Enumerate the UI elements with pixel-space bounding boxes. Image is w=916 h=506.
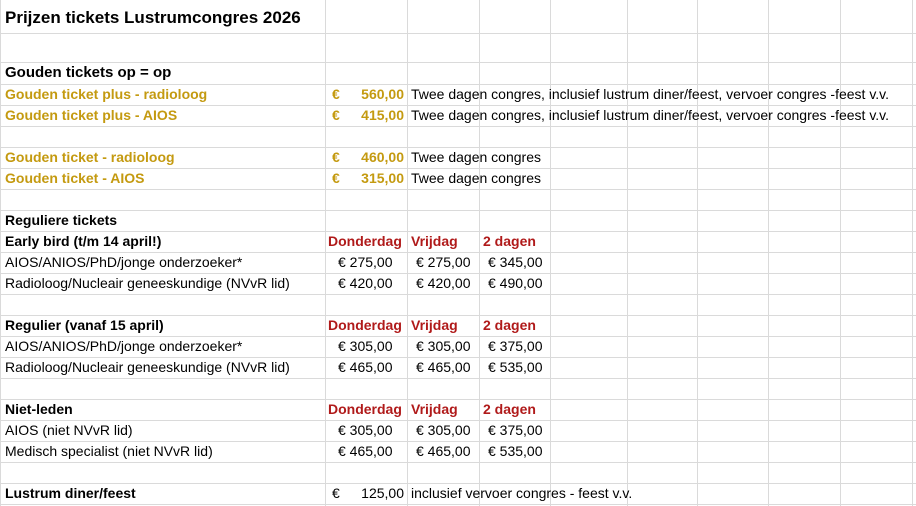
gold-ticket-amount[interactable]: 315,00 (361, 170, 404, 186)
gridline (0, 462, 916, 463)
gold-ticket-description[interactable]: Twee dagen congres (411, 149, 541, 165)
price-thursday[interactable]: € 305,00 (338, 338, 393, 354)
gold-header[interactable]: Gouden tickets op = op (5, 64, 172, 81)
ticket-category-label[interactable]: Medisch specialist (niet NVvR lid) (5, 443, 213, 459)
column-header-thursday[interactable]: Donderdag (328, 233, 402, 249)
price-two-days[interactable]: € 375,00 (488, 422, 543, 438)
currency-symbol: € (332, 107, 340, 123)
price-two-days[interactable]: € 375,00 (488, 338, 543, 354)
sheet-title[interactable]: Prijzen tickets Lustrumcongres 2026 (5, 8, 301, 27)
price-thursday[interactable]: € 465,00 (338, 359, 393, 375)
column-header-friday[interactable]: Vrijdag (411, 233, 458, 249)
gridline (0, 294, 916, 295)
price-two-days[interactable]: € 490,00 (488, 275, 543, 291)
ticket-category-label[interactable]: AIOS (niet NVvR lid) (5, 422, 133, 438)
price-thursday[interactable]: € 275,00 (338, 254, 393, 270)
gridline (0, 399, 916, 400)
dinner-label[interactable]: Lustrum diner/feest (5, 485, 136, 501)
price-friday[interactable]: € 465,00 (416, 443, 471, 459)
gold-ticket-label[interactable]: Gouden ticket plus - AIOS (5, 107, 178, 123)
gridline (0, 0, 1, 506)
currency-symbol: € (332, 149, 340, 165)
price-thursday[interactable]: € 305,00 (338, 422, 393, 438)
currency-symbol: € (332, 170, 340, 186)
gridline (479, 0, 480, 506)
dinner-amount[interactable]: 125,00 (361, 485, 404, 501)
gold-ticket-description[interactable]: Twee dagen congres (411, 170, 541, 186)
gridline (912, 0, 913, 506)
dinner-description[interactable]: inclusief vervoer congres - feest v.v. (411, 485, 633, 501)
price-two-days[interactable]: € 345,00 (488, 254, 543, 270)
price-friday[interactable]: € 465,00 (416, 359, 471, 375)
gold-ticket-description[interactable]: Twee dagen congres, inclusief lustrum diner/feest, vervoer congres -feest v.v. (411, 86, 890, 102)
early-bird-heading[interactable]: Early bird (t/m 14 april!) (5, 233, 162, 249)
nonmembers-heading[interactable]: Niet-leden (5, 401, 73, 417)
price-two-days[interactable]: € 535,00 (488, 359, 543, 375)
gold-ticket-amount[interactable]: 460,00 (361, 149, 404, 165)
price-friday[interactable]: € 420,00 (416, 275, 471, 291)
gridline (0, 378, 916, 379)
gold-ticket-label[interactable]: Gouden ticket - radioloog (5, 149, 175, 165)
gridline (768, 0, 769, 506)
gridline (840, 0, 841, 506)
gridline (407, 0, 408, 506)
column-header-two-days[interactable]: 2 dagen (483, 401, 536, 417)
price-thursday[interactable]: € 465,00 (338, 443, 393, 459)
column-header-friday[interactable]: Vrijdag (411, 401, 458, 417)
ticket-category-label[interactable]: AIOS/ANIOS/PhD/jonge onderzoeker* (5, 254, 243, 270)
gridline (0, 504, 916, 505)
price-friday[interactable]: € 305,00 (416, 338, 471, 354)
gridline (0, 126, 916, 127)
regular-heading[interactable]: Regulier (vanaf 15 april) (5, 317, 164, 333)
column-header-thursday[interactable]: Donderdag (328, 401, 402, 417)
gridline (697, 0, 698, 506)
price-two-days[interactable]: € 535,00 (488, 443, 543, 459)
gold-ticket-amount[interactable]: 560,00 (361, 86, 404, 102)
ticket-category-label[interactable]: Radioloog/Nucleair geneeskundige (NVvR lid) (5, 275, 290, 291)
gridline (0, 189, 916, 190)
gold-ticket-label[interactable]: Gouden ticket - AIOS (5, 170, 145, 186)
ticket-category-label[interactable]: Radioloog/Nucleair geneeskundige (NVvR lid) (5, 359, 290, 375)
ticket-category-label[interactable]: AIOS/ANIOS/PhD/jonge onderzoeker* (5, 338, 243, 354)
gold-ticket-description[interactable]: Twee dagen congres, inclusief lustrum diner/feest, vervoer congres -feest v.v. (411, 107, 890, 123)
regular-header[interactable]: Reguliere tickets (5, 212, 118, 228)
gridline (0, 210, 916, 211)
price-friday[interactable]: € 305,00 (416, 422, 471, 438)
gold-ticket-label[interactable]: Gouden ticket plus - radioloog (5, 86, 208, 102)
currency-symbol: € (332, 485, 340, 501)
column-header-two-days[interactable]: 2 dagen (483, 317, 536, 333)
gridline (627, 0, 628, 506)
price-thursday[interactable]: € 420,00 (338, 275, 393, 291)
column-header-two-days[interactable]: 2 dagen (483, 233, 536, 249)
currency-symbol: € (332, 86, 340, 102)
price-friday[interactable]: € 275,00 (416, 254, 471, 270)
gridline (550, 0, 551, 506)
gridline (325, 0, 326, 506)
gold-ticket-amount[interactable]: 415,00 (361, 107, 404, 123)
column-header-thursday[interactable]: Donderdag (328, 317, 402, 333)
column-header-friday[interactable]: Vrijdag (411, 317, 458, 333)
gridline (0, 33, 916, 34)
